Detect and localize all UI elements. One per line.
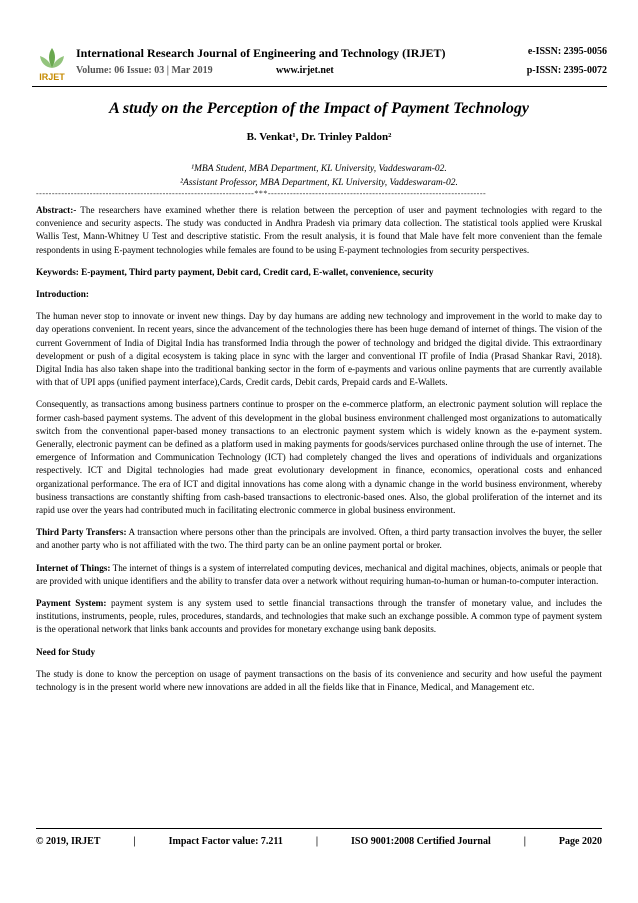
iot-paragraph [36, 562, 602, 588]
footer-copyright: © 2019, IRJET [36, 836, 101, 847]
payment-system-text: payment system is any system used to settle financial transactions through the transfer of monetary value, and includes the institutions, instruments, people, rules, procedures, standards, and technologies that make such an exchange possible. A common type of payment system is the operational network that links bank accounts and provides for monetary exchange using bank deposits. [36, 598, 602, 635]
need-for-study-paragraph: The study is done to know the perception on usage of payment transactions on the basis of its convenience and security and how useful the payment technology is in the present world where new innovations are added in all the fields like that in Finance, Medical, and Management etc. [36, 668, 602, 693]
irjet-logo-icon [32, 44, 72, 84]
p-issn: p-ISSN: 2395-0072 [526, 65, 607, 76]
abstract-paragraph [36, 204, 602, 257]
iot-text: The internet of things is a system of interrelated computing devices, mechanical and digital machines, objects, animals or people that are provided with unique identifiers and the ability to transfer data over a network without requiring human-to-human or human-to-computer interaction. [36, 562, 602, 586]
paper-title: A study on the Perception of the Impact of Payment Technology [109, 100, 529, 117]
introduction-paragraph-1: The human never stop to innovate or invent new things. Day by day humans are adding new technology and improvement in the world to make day to day operations convenient. In recent years, since the advancement of the technologies there has been huge demand of internet of things. The vision of the current Government of India of Digital India has transformed India through the power of technology and bridged the digital divide. This extraordinary development or push of a digital ecosystem is taking place in sync with the larger and conventional IT profile of India (Prasad Shankar Ravi, 2018). Digital India has also taken shape into the traditional banking sector in the form of e-payments and various online payments that are currently available with that of UPI apps (unified payment interface),Cards, Credit cards, Debit cards, Prepaid cards and E-Wallets. [36, 311, 602, 388]
header-rule [32, 86, 607, 87]
third-party-paragraph [36, 526, 602, 552]
payment-system-label: Payment System: [36, 598, 107, 609]
keywords-text: Keywords: E-payment, Third party payment, Debit card, Credit card, E-wallet, convenience, security [36, 266, 434, 277]
footer-iso: ISO 9001:2008 Certified Journal [351, 836, 491, 847]
third-party-label: Third Party Transfers: [36, 527, 127, 538]
journal-website-link[interactable]: www.irjet.net [276, 65, 334, 76]
footer-separator: | [133, 836, 136, 847]
payment-system-paragraph [36, 597, 602, 637]
third-party-text: A transaction where persons other than the principals are involved. Often, a third party transaction involves the buyer, the seller and another party who is not affiliated with the two. The third party can be an online payment portal or broker. [36, 527, 602, 551]
footer-impact-factor: Impact Factor value: 7.211 [168, 836, 283, 847]
introduction-paragraph-2: Consequently, as transactions among business partners continue to prosper on the e-commerce platform, an electronic payment solution will replace the former cash-based payment systems. The advent of this development in the global business environment challenged most organizations to automatically switch from the conventional paper-based money transactions to an electronic payment system which is widely known as the e-payment system. Generally, electronic payment can be defined as a platform used in making payments for goods/services purchased online through the use of internet. The emergence of Information and Communication Technology (ICT) had completely changed the lives and operations of individuals and organizations respectively. ICT and Digital technologies had made great evolutionary development in finance, economics, operational costs and enhanced organizational performance. The era of ICT and digital innovations has come along with a dynamic change in the world business environment, whereby business transactions are constantly shifting from cash-based transactions to electronic-based ones. Also, the global proliferation of the internet and its rapid use over the years had contributed much in facilitating electronic commerce in global business environment. [36, 399, 602, 516]
need-for-study-heading: Need for Study [36, 646, 96, 657]
volume-issue: Volume: 06 Issue: 03 | Mar 2019 [76, 65, 213, 76]
introduction-heading: Introduction: [36, 289, 89, 300]
footer-separator: | [315, 836, 319, 847]
page-footer [36, 836, 602, 847]
section-separator: ---------------------------------------------------------------------***--------------------------------------------------------------------- [36, 190, 487, 198]
abstract-text: The researchers have examined whether there is relation between the perception of user and payment technologies with regard to the convenience and security aspects. The study was conducted in Andhra Pradesh via primary data collection. The statistical tools applied were Kruskal Wallis Test, Mann-Whitney U Test and descriptive statistic. From the result analysis, it is found that Male have felt more convenient than the female respondents in using E-payment technologies while females are found to be using E-payment technologies from security perspectives. [36, 205, 602, 255]
logo-text: IRJET [39, 72, 65, 82]
journal-header [32, 44, 607, 88]
affiliation-2: ²Assistant Professor, MBA Department, KL University, Vaddeswaram-02. [180, 178, 458, 188]
e-issn: e-ISSN: 2395-0056 [527, 46, 607, 57]
abstract-label: Abstract:- [36, 205, 77, 215]
footer-separator: | [523, 836, 526, 847]
affiliation-1: ¹MBA Student, MBA Department, KL University, Vaddeswaram-02. [191, 164, 447, 174]
iot-label: Internet of Things: [36, 562, 111, 573]
footer-rule [36, 828, 602, 829]
keywords-paragraph [36, 266, 602, 279]
paper-body [36, 204, 602, 703]
footer-page-number: Page 2020 [558, 836, 602, 847]
paper-authors: B. Venkat¹, Dr. Trinley Paldon² [246, 131, 392, 143]
journal-title: International Research Journal of Engineering and Technology (IRJET) [76, 46, 446, 60]
